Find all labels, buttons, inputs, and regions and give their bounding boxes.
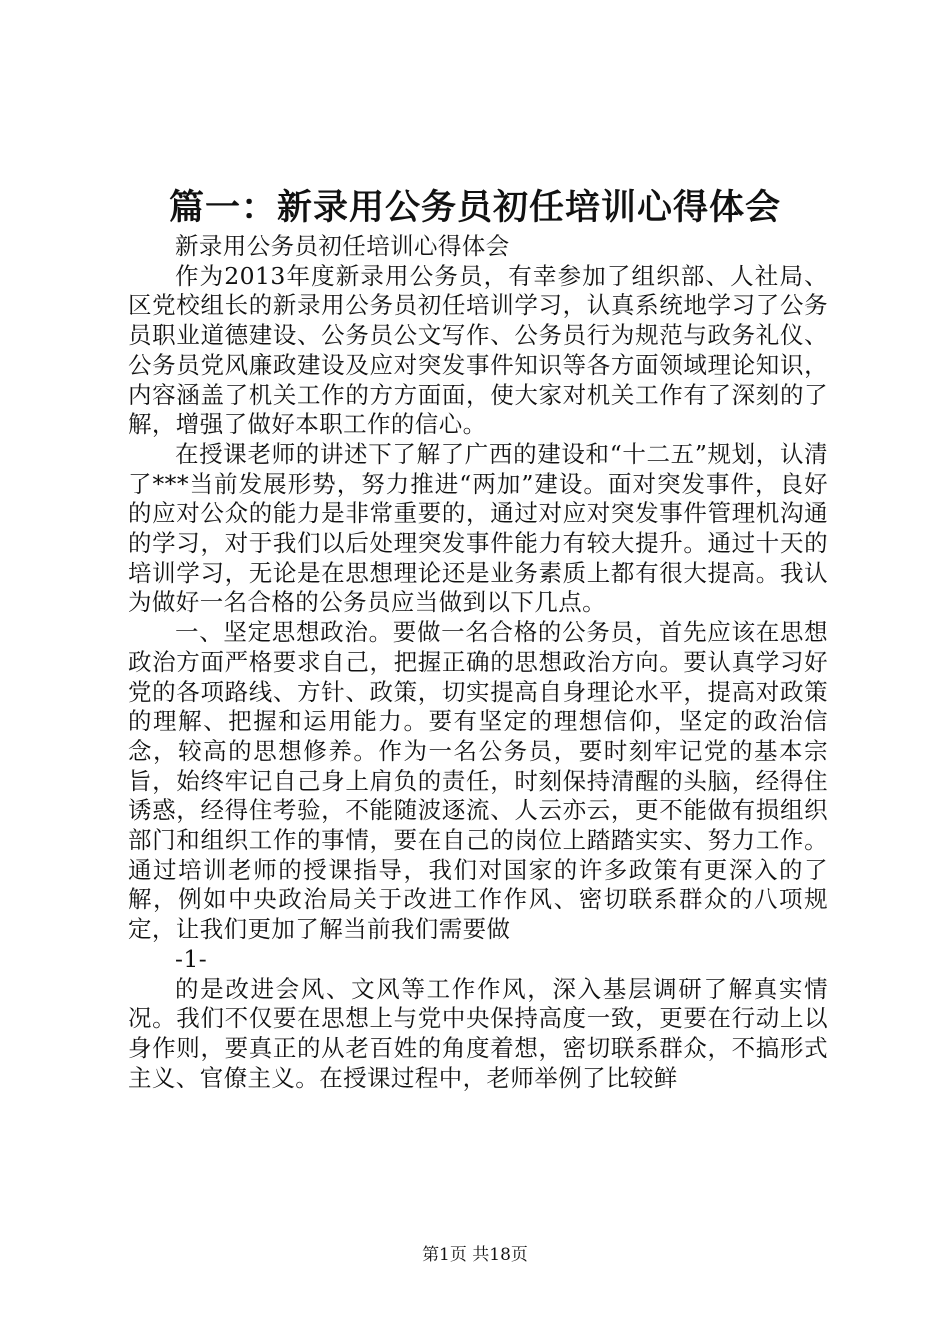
paragraph-3: 一、坚定思想政治。要做一名合格的公务员，首先应该在思想政治方面严格要求自己，把握正确的思想政治方向。要认真学习好党的各项路线、方针、政策，切实提高自身理论水平，提高对政策的理解、把握和运用能力。要有坚定的理想信仰，坚定的政治信念，较高的思想修养。作为一名公务员，要时刻牢记党的基本宗旨，始终牢记自己身上肩负的责任，时刻保持清醒的头脑，经得住诱惑，经得住考验，不能随波逐流、人云亦云，更不能做有损组织部门和组织工作的事情，要在自己的岗位上踏踏实实、努力工作。通过培训老师的授课指导，我们对国家的许多政策有更深入的了解，例如中央政治局关于改进工作作风、密切联系群众的八项规定，让我们更加了解当前我们需要做 [128,618,828,944]
paragraph-1: 作为2013年度新录用公务员，有幸参加了组织部、人社局、区党校组长的新录用公务员初任培训学习，认真系统地学习了公务员职业道德建设、公务员公文写作、公务员行为规范与政务礼仪、公务员党风廉政建设及应对突发事件知识等各方面领域理论知识，内容涵盖了机关工作的方方面面，使大家对机关工作有了深刻的了解，增强了做好本职工作的信心。 [128,261,828,439]
page-footer: 第1页 共18页 [422,1245,528,1265]
document-title: 篇一：新录用公务员初任培训心得体会 [168,187,781,228]
paragraph-2: 在授课老师的讲述下了解了广西的建设和“十二五”规划，认清了***当前发展形势，努力推进“两加”建设。面对突发事件，良好的应对公众的能力是非常重要的，通过对应对突发事件管理机沟通的学习，对于我们以后处理突发事件能力有较大提升。通过十天的培训学习，无论是在思想理论还是业务素质上都有很大提高。我认为做好一名合格的公务员应当做到以下几点。 [128,439,828,617]
paragraph-continuation: 的是改进会风、文风等工作作风，深入基层调研了解真实情况。我们不仅要在思想上与党中央保持高度一致，更要在行动上以身作则，要真正的从老百姓的角度着想，密切联系群众，不搞形式主义、官僚主义。在授课过程中，老师举例了比较鲜 [128,974,828,1092]
inline-page-number: -1- [175,944,208,973]
document-subtitle: 新录用公务员初任培训心得体会 [175,232,510,260]
document-body [128,232,828,1093]
